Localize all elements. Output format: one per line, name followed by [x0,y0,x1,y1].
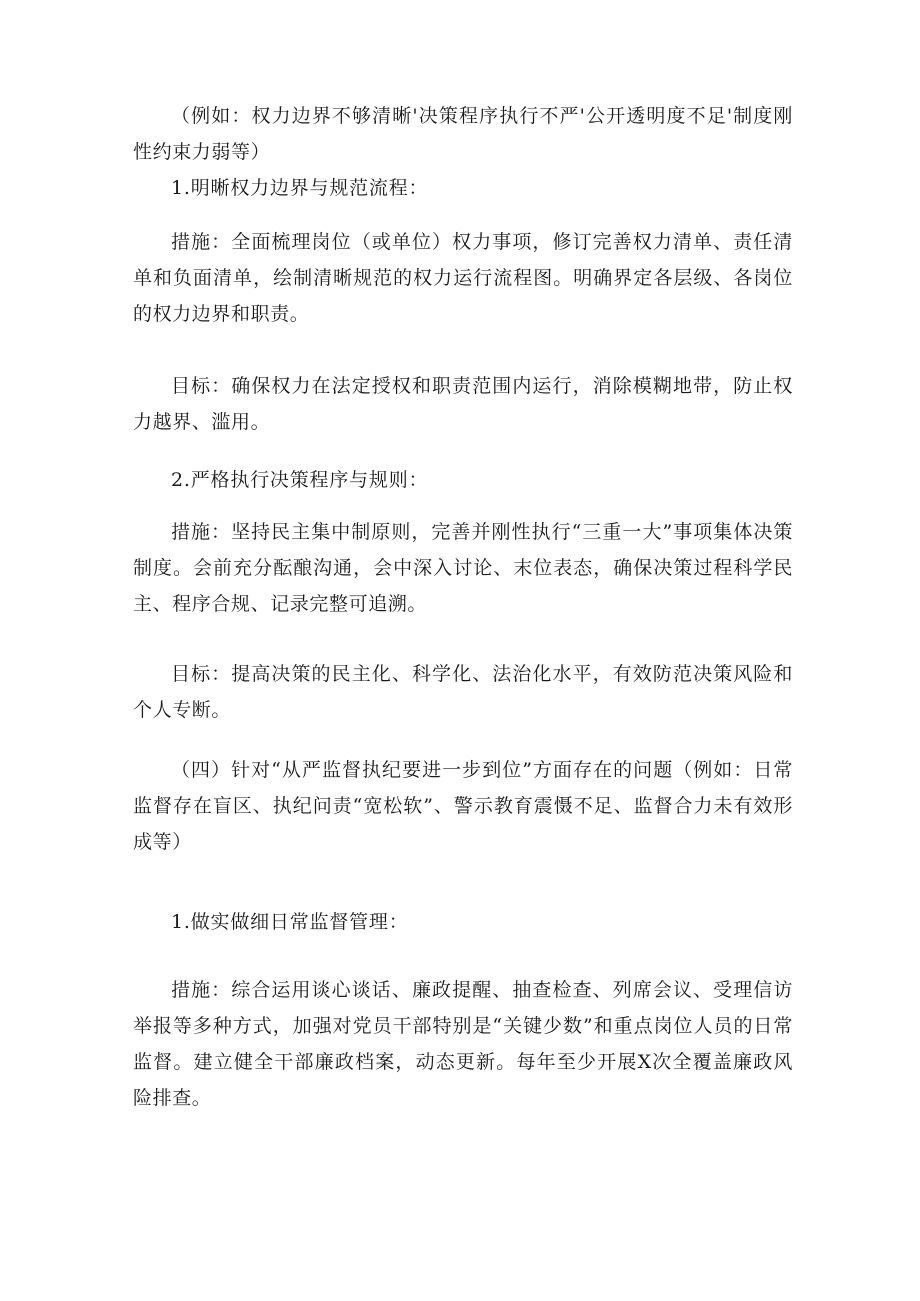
heading-clarify-power-boundary: 1.明晰权力边界与规范流程： [171,177,429,199]
paragraph-measure-1: 措施：全面梳理岗位（或单位）权力事项，修订完善权力清单、责任清单和负面清单，绘制清晰规范的权力运行流程图。明确界定各层级、各岗位的权力边界和职责。 [133,231,793,325]
paragraph-goal-2: 目标：提高决策的民主化、科学化、法治化水平，有效防范决策风险和个人专断。 [133,663,793,721]
paragraph-section-4: （四）针对“从严监督执纪要进一步到位”方面存在的问题（例如：日常监督存在盲区、执纪问责“宽松软”、警示教育震慑不足、监督合力未有效形成等） [133,759,793,853]
paragraph-intro-example: （例如：权力边界不够清晰'决策程序执行不严'公开透明度不足'制度刚性约束力弱等） [133,105,793,163]
paragraph-measure-3: 措施：综合运用谈心谈话、廉政提醒、抽查检查、列席会议、受理信访举报等多种方式，加强对党员干部特别是“关键少数”和重点岗位人员的日常监督。建立健全干部廉政档案，动态更新。每年至少开展X次全覆盖廉政风险排查。 [133,979,793,1109]
paragraph-goal-1: 目标：确保权力在法定授权和职责范围内运行，消除模糊地带，防止权力越界、滥用。 [133,375,793,433]
paragraph-measure-2: 措施：坚持民主集中制原则，完善并刚性执行“三重一大”事项集体决策制度。会前充分酝酿沟通，会中深入讨论、末位表态，确保决策过程科学民主、程序合规、记录完整可追溯。 [133,521,793,615]
heading-daily-supervision: 1.做实做细日常监督管理： [171,911,409,933]
heading-strict-decision-procedure: 2.严格执行决策程序与规则： [171,469,429,491]
